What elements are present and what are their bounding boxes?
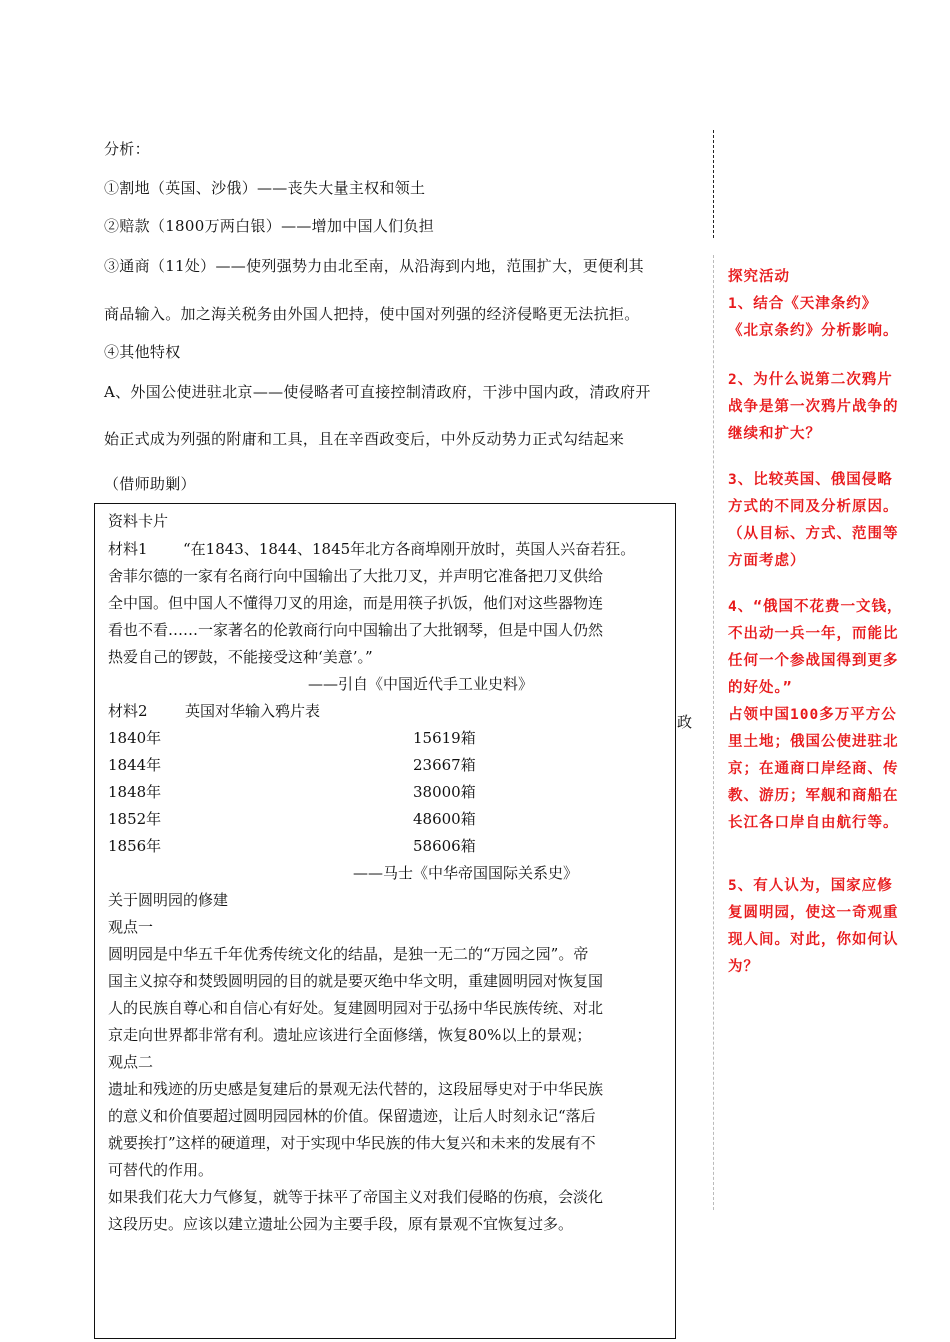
view-2-line: 遗址和残迹的历史感是复建后的景观无法代替的，这段屈辱史对于中华民族 [108,1080,604,1098]
question-5-line: 现人间。对此，你如何认 [728,932,899,948]
material-1-source: ——引自《中国近代手工业史料》 [308,675,534,693]
question-3-line: 方面考虑） [728,553,806,569]
view-1-line: 圆明园是中华五千年优秀传统文化的结晶，是独一无二的“万园之园”。帝 [108,945,589,963]
material-2-label: 材料2 [108,702,148,720]
opium-year: 1848年 [108,783,162,801]
sidebar-activities [728,264,924,345]
material-1-line: 全中国。但中国人不懂得刀叉的用途，而是用筷子扒饭，他们对这些器物连 [108,594,604,612]
question-2-line: 战争是第一次鸦片战争的 [728,399,899,415]
question-5-line: 复圆明园，使这一奇观重 [728,905,899,921]
view-2-line: 的意义和价值要超过圆明园园林的价值。保留遗迹，让后人时刻永记“落后 [108,1107,596,1125]
analysis-point-indemnity: ②赔款（1800万两白银）——增加中国人们负担 [104,217,435,235]
question-2-line: 继续和扩大？ [728,426,821,442]
resource-card [94,503,676,1339]
view-1-label: 观点一 [108,918,154,936]
view-1-line: 国主义掠夺和焚毁圆明园的目的就是要灭绝中华文明，重建圆明园对恢复国 [108,972,604,990]
opium-year: 1856年 [108,837,162,855]
analysis-point-other: ④其他特权 [104,343,181,361]
stray-character: 政 [677,713,693,731]
material-1-line: 舍菲尔德的一家有名商行向中国输出了大批刀叉，并声明它准备把刀叉供给 [108,567,604,585]
question-2-line: 2、为什么说第二次鸦片 [728,372,893,388]
material-2-source: ——马士《中华帝国国际关系史》 [353,864,579,882]
question-4-line: 教、游历；军舰和商船在 [728,788,899,804]
question-1-line: 《北京条约》分析影响。 [728,323,899,339]
view-2-line: 就要挨打”这样的硬道理，对于实现中华民族的伟大复兴和未来的发展有不 [108,1134,596,1152]
opium-year: 1852年 [108,810,162,828]
question-4-line: 长江各口岸自由航行等。 [728,815,899,831]
analysis-heading: 分析： [104,140,150,158]
view-1-line: 人的民族自尊心和自信心有好处。复建圆明园对于弘扬中华民族传统、对北 [108,999,604,1017]
card-title: 资料卡片 [108,512,169,530]
material-1-label: 材料1 [108,540,148,558]
opium-amount: 38000箱 [413,783,476,801]
question-4-line: 任何一个参战国得到更多 [728,653,899,669]
question-5 [728,873,924,981]
opium-year: 1844年 [108,756,162,774]
opium-amount: 23667箱 [413,756,476,774]
material-2-title: 英国对华输入鸦片表 [185,702,321,720]
view-2-line: 如果我们花大力气修复，就等于抹平了帝国主义对我们侵略的伤痕，会淡化 [108,1188,604,1206]
analysis-point-cession: ①割地（英国、沙俄）——丧失大量主权和领土 [104,179,426,197]
analysis-point-note: （借师助剿） [104,475,196,493]
sidebar-title: 探究活动 [728,269,790,285]
view-1-line: 京走向世界都非常有利。遗址应该进行全面修缮，恢复80%以上的景观； [108,1026,592,1044]
material-1-line: “在1843、1844、1845年北方各商埠刚开放时，英国人兴奋若狂。 [183,540,636,558]
question-3-line: （从目标、方式、范围等 [728,526,899,542]
question-4-line: 不出动一兵一年，而能比 [728,626,899,642]
view-2-line: 可替代的作用。 [108,1161,214,1179]
analysis-point-envoy-cont: 始正式成为列强的附庸和工具，且在辛酉政变后，中外反动势力正式勾结起来 [104,430,625,448]
opium-amount: 15619箱 [413,729,476,747]
opium-year: 1840年 [108,729,162,747]
question-4-line: 占领中国100多万平方公 [728,707,897,723]
question-1-line: 1、结合《天津条约》 [728,296,878,312]
question-2 [728,367,924,448]
analysis-point-trade: ③通商（11处）——使列强势力由北至南，从沿海到内地，范围扩大，更便利其 [104,257,644,275]
question-4-line: 京；在通商口岸经商、传 [728,761,899,777]
analysis-point-trade-cont: 商品输入。加之海关税务由外国人把持，使中国对列强的经济侵略更无法抗拒。 [104,305,640,323]
material-1-line: 热爱自己的锣鼓，不能接受这种‘美意’。” [108,648,373,666]
view-2-label: 观点二 [108,1053,154,1071]
analysis-point-envoy: A、外国公使进驻北京——使侵略者可直接控制清政府，干涉中国内政，清政府开 [104,383,651,401]
view-2-line: 这段历史。应该以建立遗址公园为主要手段，原有景观不宜恢复过多。 [108,1215,574,1233]
question-4-line: 4、“俄国不花费一文钱， [728,599,903,615]
question-4-line: 的好处。” [728,680,793,696]
material-1-line: 看也不看……一家著名的伦敦商行向中国输出了大批钢琴，但是中国人仍然 [108,621,604,639]
question-3-line: 方式的不同及分析原因。 [728,499,899,515]
question-4 [728,594,924,837]
yuanmingyuan-title: 关于圆明园的修建 [108,891,229,909]
opium-amount: 48600箱 [413,810,476,828]
question-5-line: 5、有人认为，国家应修 [728,878,893,894]
question-5-line: 为？ [728,959,759,975]
question-4-line: 里土地；俄国公使进驻北 [728,734,899,750]
margin-divider [713,255,714,1210]
question-3 [728,467,924,575]
opium-amount: 58606箱 [413,837,476,855]
question-3-line: 3、比较英国、俄国侵略 [728,472,893,488]
margin-divider-top [713,130,714,238]
